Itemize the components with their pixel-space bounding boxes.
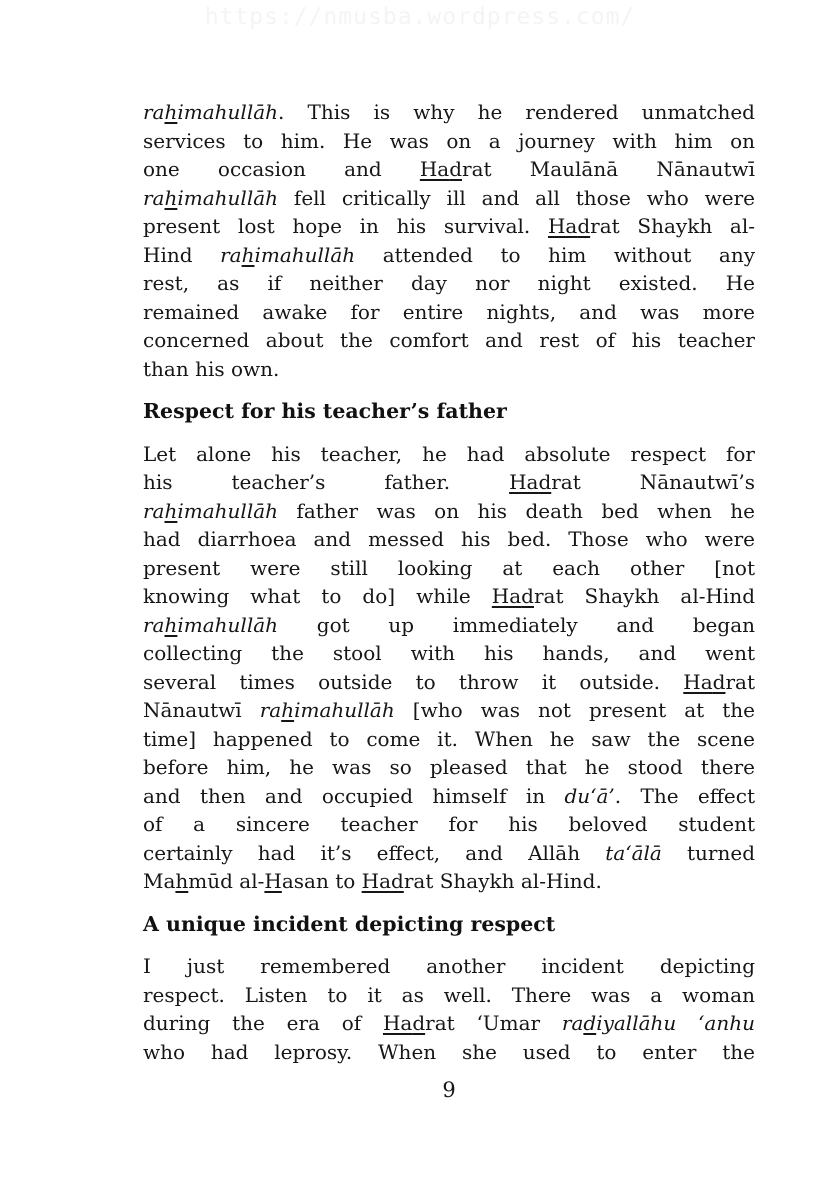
text-line: Hind rahimahullāh attended to him without any <box>143 242 755 267</box>
text-line: rest, as if neither day nor night existed. He <box>143 271 755 295</box>
text-line: knowing what to do] while Hadrat Shaykh al-Hind <box>143 584 756 608</box>
body-paragraph <box>143 98 755 383</box>
text-line: remained awake for entire nights, and was more <box>143 299 755 324</box>
section-heading: Respect for his teacher’s father <box>143 399 507 423</box>
text-line: collecting the stool with his hands, and went <box>143 641 755 665</box>
page-body <box>143 98 755 1080</box>
text-line: rahimahullāh. This is why he rendered unmatched <box>143 100 755 124</box>
text-line: present lost hope in his survival. Hadrat Shaykh al- <box>143 214 755 238</box>
text-line: Let alone his teacher, he had absolute respect for <box>143 441 755 466</box>
text-line: services to him. He was on a journey with him on <box>143 128 755 153</box>
watermark-url: https://nmusba.wordpress.com/ <box>204 4 636 30</box>
text-line: time] happened to come it. When he saw the scene <box>143 726 755 751</box>
text-line: and then and occupied himself in du‘ā’. The effect <box>143 783 756 808</box>
text-line: respect. Listen to it as well. There was a woman <box>143 982 755 1007</box>
text-line: Mahmūd al-Hasan to Hadrat Shaykh al-Hind. <box>143 869 602 893</box>
text-line: during the era of Hadrat ‘Umar radiyallāhu ‘anhu <box>143 1011 755 1035</box>
text-line: one occasion and Hadrat Maulānā Nānautwī <box>143 157 755 181</box>
text-line: before him, he was so pleased that he stood there <box>143 755 755 779</box>
text-line: Nānautwī rahimahullāh [who was not present at the <box>143 698 755 722</box>
text-line: rahimahullāh fell critically ill and all those who were <box>143 185 755 210</box>
text-line: certainly had it’s effect, and Allāh ta‘ālā turned <box>143 840 756 865</box>
text-line: rahimahullāh father was on his death bed when he <box>143 498 755 523</box>
text-line: his teacher’s father. Hadrat Nānautwī’s <box>143 470 755 494</box>
text-line: present were still looking at each other [not <box>143 555 755 580</box>
text-line: several times outside to throw it outside. Hadrat <box>143 669 755 694</box>
body-paragraph <box>143 440 755 896</box>
page-number: 9 <box>442 1078 456 1102</box>
body-paragraph <box>143 952 755 1066</box>
text-line: I just remembered another incident depicting <box>143 954 755 978</box>
text-line: rahimahullāh got up immediately and began <box>143 612 755 637</box>
text-line: of a sincere teacher for his beloved student <box>143 812 755 836</box>
section-heading: A unique incident depicting respect <box>143 911 556 936</box>
text-line: who had leprosy. When she used to enter the <box>143 1039 755 1064</box>
text-line: than his own. <box>143 356 280 381</box>
text-line: had diarrhoea and messed his bed. Those who were <box>143 527 755 551</box>
text-line: concerned about the comfort and rest of his teacher <box>143 328 755 352</box>
